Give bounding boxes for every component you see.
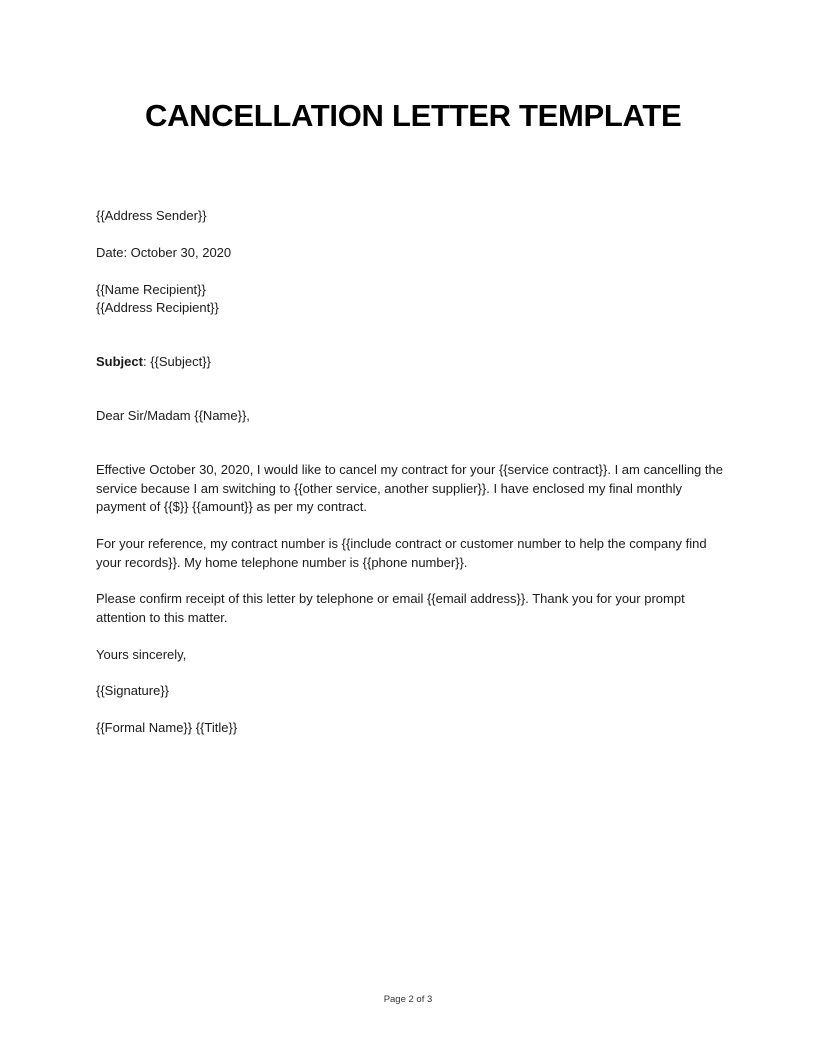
recipient-name: {{Name Recipient}} [96,282,206,297]
letter-date: Date: October 30, 2020 [96,245,232,260]
body-paragraph-2: For your reference, my contract number is {{include contract or customer number to help the company find your records}}. My home telephone number is {{phone number}}. [96,536,707,570]
sender-address: {{Address Sender}} [96,208,207,223]
signature-placeholder: {{Signature}} [96,683,170,698]
recipient-address: {{Address Recipient}} [96,300,219,315]
subject-value: : {{Subject}} [142,354,211,369]
body-paragraph-3: Please confirm receipt of this letter by telephone or email {{email address}}. Thank you for your prompt attention to this matter. [96,591,685,625]
body-paragraph-1: Effective October 30, 2020, I would like to cancel my contract for your {{service contract}}. I am cancelling the service because I am switching to {{other service, another supplier}}. I have enclosed my final monthly payment of {{$}} {{amount}} as per my contract. [96,462,723,514]
subject-line [96,353,211,371]
subject-label: Subject [96,354,143,369]
formal-name-title: {{Formal Name}} {{Title}} [96,720,238,735]
page-title: CANCELLATION LETTER TEMPLATE [145,98,682,133]
salutation: Dear Sir/Madam {{Name}}, [96,408,250,423]
page-number: Page 2 of 3 [383,994,433,1005]
closing: Yours sincerely, [96,647,187,662]
